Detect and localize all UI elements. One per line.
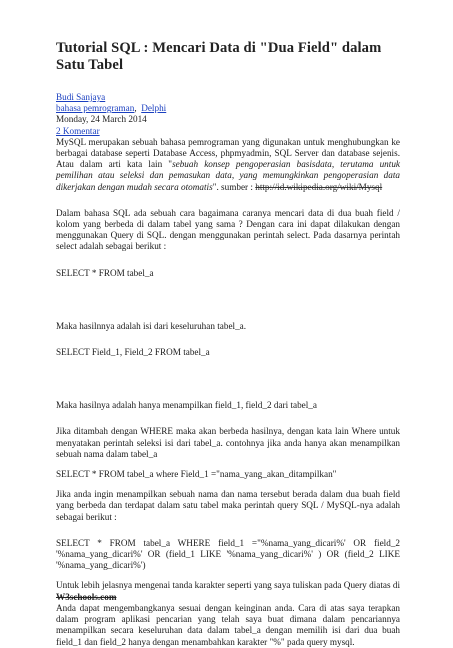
category-link-delphi[interactable]: Delphi — [141, 103, 167, 114]
paragraph-two-fields: Jika anda ingin menampilkan sebuah nama dan nama tersebut berada dalam dua buah field yang berbeda dan terdapat dalam satu tabel maka perintah query SQL / MySQL-nya adalah sebagai berikut : — [56, 489, 400, 522]
category-separator: , — [134, 103, 137, 114]
article — [56, 40, 400, 648]
paragraph-where: Jika ditambah dengan WHERE maka akan berbeda hasilnya, dengan kata lain Where untuk menyatakan perintah seleksi isi dari tabel_a. contohnya jika anda hanya akan menampilkan sebuah nama dalam tabel_a — [56, 426, 400, 459]
comments-link[interactable]: 2 Komentar — [56, 125, 100, 136]
paragraph-closing: Anda dapat mengembangkanya sesuai dengan keinginan anda. Cara di atas saya terapkan dalam program aplikasi pencarian yang telah saya buat dimana dalam pencariannya menampilkan secara keseluruhan data dalam tabel_a dengan memilih isi dari dua buah field_1 dan field_2 hanya dengan menambahkan karakter "%" pada query mysql. — [56, 602, 400, 647]
w3schools-link[interactable]: W3schools.com — [56, 591, 117, 602]
intro-quote: sebuah konsep pengoperasian basisdata, terutama untuk pemilihan atau seleksi dan pemasukan data, yang memungkinkan pengoperasian data dikerjakan dengan mudah secara otomatis — [56, 159, 400, 192]
code-like-query: SELECT * FROM tabel_a WHERE field_1 ="%nama_yang_dicari%' OR field_2 '%nama_yang_dicari%' OR (field_1 LIKE '%nama_yang_dicari%' ) OR (field_2 LIKE '%nama_yang_dicari%') — [56, 537, 400, 571]
intro-tail: ". sumber : — [212, 181, 256, 192]
post-meta — [56, 92, 400, 137]
article-title: Tutorial SQL : Mencari Data di "Dua Field" dalam Satu Tabel — [56, 40, 382, 73]
code-where: SELECT * FROM tabel_a where Field_1 ="nama_yang_akan_ditampilkan" — [56, 469, 337, 480]
category-link-programming[interactable]: bahasa pemrograman — [56, 103, 135, 114]
paragraph-select-intro: Dalam bahasa SQL ada sebuah cara bagaimana caranya mencari data di dua buah field / kolom yang berbeda di dalam tabel yang sama ? Dengan cara ini dapat dilakukan dengan menggunakan Query di SQL. dengan menggunakan perintah select. Pada dasarnya perintah select adalah sebagai berikut : — [56, 207, 400, 252]
paragraph-result-all: Maka hasilnnya adalah isi dari keseluruhan tabel_a. — [56, 320, 247, 331]
reference-text: Untuk lebih jelasnya mengenai tanda karakter seperti yang saya tuliskan pada Query diatas di — [56, 580, 400, 591]
code-select-all: SELECT * FROM tabel_a — [56, 267, 154, 278]
paragraph-result-fields: Maka hasilnya adalah hanya menampilkan field_1, field_2 dari tabel_a — [56, 400, 317, 411]
paragraph-reference — [56, 580, 400, 602]
intro-paragraph — [56, 137, 400, 193]
intro-text: MySQL merupakan sebuah bahasa pemrograman yang digunakan untuk menghubungkan ke berbagai database seperti Database Access, phpmyadmin, SQL Server dan database sejenis. Atau dalam arti kata lain " — [56, 136, 400, 170]
post-date: Monday, 24 March 2014 — [56, 114, 147, 125]
code-select-fields: SELECT Field_1, Field_2 FROM tabel_a — [56, 347, 210, 358]
source-link[interactable]: http://id.wikipedia.org/wiki/Mysql — [255, 181, 383, 192]
author-link[interactable]: Budi Sanjaya — [56, 92, 106, 102]
